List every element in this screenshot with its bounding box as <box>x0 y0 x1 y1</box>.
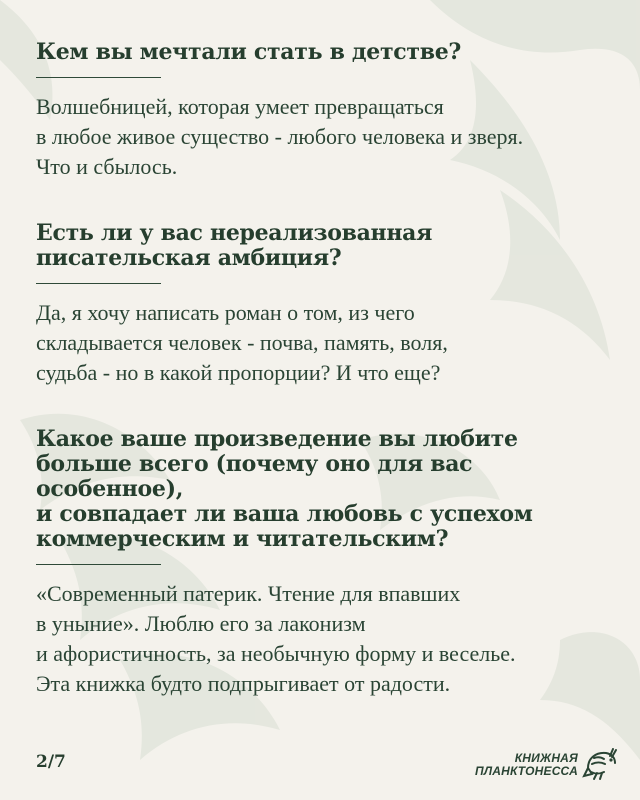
page-number: 2/7 <box>36 752 66 772</box>
answer-2: Да, я хочу написать роман о том, из чего складывается человек - почва, память, воля, судьба - но в какой пропорции? И что еще? <box>36 300 448 385</box>
answer-3: «Современный патерик. Чтение для впавших в уныние». Люблю его за лаконизм и афористичность, за необычную форму и веселье. Эта книжка будто подпрыгивает от радости. <box>36 581 516 696</box>
logo-text <box>475 752 578 778</box>
shrimp-icon <box>582 748 618 782</box>
question-3: Какое ваше произведение вы любите больше всего (почему оно для вас особенное), и совпадает ли ваша любовь с успехом коммерческим и читательским? <box>36 426 533 552</box>
qa-block-2 <box>36 221 616 388</box>
answer-1: Волшебницей, которая умеет превращаться в любое живое существо - любого человека и зверя. Что и сбылось. <box>36 94 524 179</box>
logo-line-1: КНИЖНАЯ <box>514 751 578 765</box>
divider-3 <box>36 564 161 565</box>
question-1: Кем вы мечтали стать в детстве? <box>36 39 462 65</box>
qa-block-3 <box>36 427 616 699</box>
divider-1 <box>36 77 161 78</box>
logo <box>475 748 618 782</box>
question-2: Есть ли у вас нереализованная писательская амбиция? <box>36 220 433 271</box>
divider-2 <box>36 283 161 284</box>
interview-content <box>36 40 616 738</box>
logo-line-2: ПЛАНКТОНЕССА <box>474 764 578 778</box>
qa-block-1 <box>36 40 616 182</box>
